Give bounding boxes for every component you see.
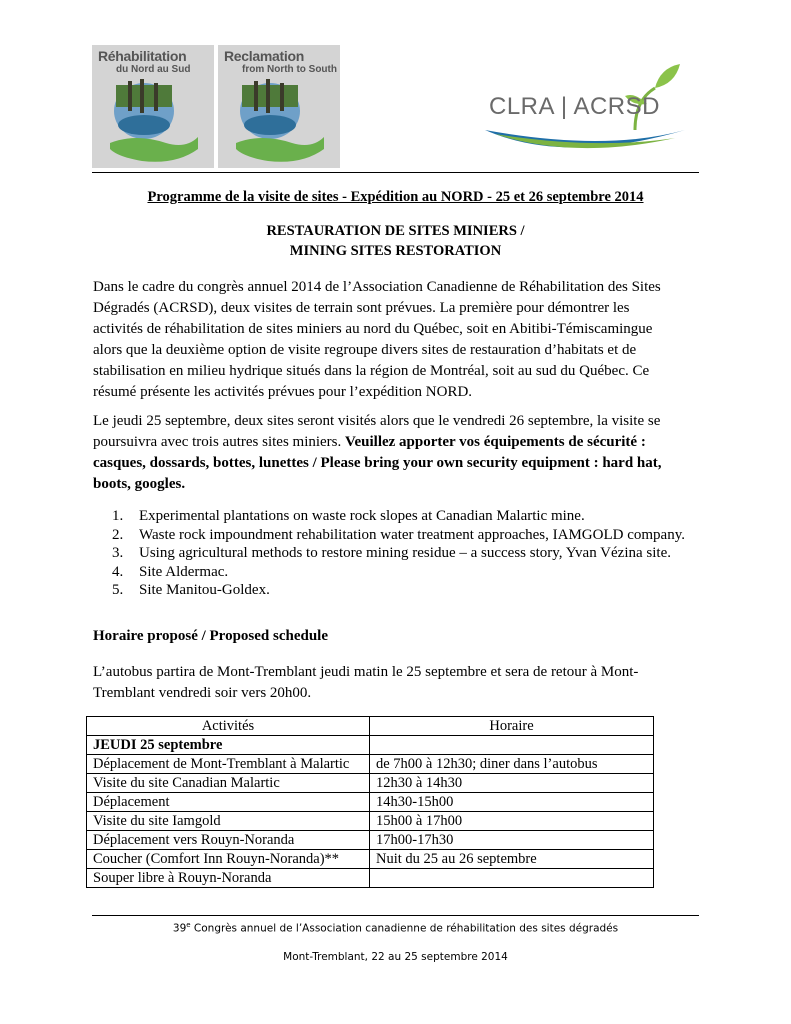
paragraph-line: activités de réhabilitation de sites miniers au nord du Québec, soit en Abitibi-Témiscamingue [93, 321, 653, 337]
paragraph-text: poursuivra avec trois autres sites miniers. [93, 434, 346, 450]
subtitle-line: RESTAURATION DE SITES MINIERS / [266, 223, 525, 239]
list-item: 5. Site Manitou-Goldex. [112, 582, 270, 598]
table-cell: 15h00 à 17h00 [370, 812, 654, 831]
logo-subtitle: du Nord au Sud [116, 64, 191, 75]
table-cell: 14h30-15h00 [370, 793, 654, 812]
sites-list [112, 507, 700, 600]
list-item: 3. Using agricultural methods to restore mining residue – a success story, Yvan Vézina site. [112, 545, 671, 561]
table-cell: Nuit du 25 au 26 septembre [370, 850, 654, 869]
table-row [87, 850, 654, 869]
paragraph-line: Le jeudi 25 septembre, deux sites seront visités alors que le vendredi 26 septembre, la visite se [93, 413, 661, 429]
paragraph-line [93, 432, 698, 453]
schedule-table [86, 716, 654, 888]
table-cell: Déplacement [87, 793, 370, 812]
schedule-heading: Horaire proposé / Proposed schedule [93, 628, 329, 644]
table-cell [370, 869, 654, 888]
table-cell [370, 736, 654, 755]
paragraph-line: alors que la deuxième option de visite regroupe divers sites de restauration d’habitats et de [93, 342, 637, 358]
list-item: 2. Waste rock impoundment rehabilitation water treatment approaches, IAMGOLD company. [112, 526, 685, 543]
table-row [87, 793, 654, 812]
table-cell: Déplacement vers Rouyn-Noranda [87, 831, 370, 850]
table-cell: de 7h00 à 12h30; diner dans l’autobus [370, 755, 654, 774]
footer-divider [92, 915, 699, 916]
logo-subtitle: from North to South [242, 64, 337, 75]
rehabilitation-logo [92, 45, 214, 168]
column-header: Horaire [370, 717, 654, 736]
table-row [87, 736, 654, 755]
visits-paragraph [93, 411, 698, 495]
logo-text: CLRA | ACRSD [489, 93, 660, 120]
logo-title: Réhabilitation [98, 48, 187, 64]
list-item: 1. Experimental plantations on waste rock slopes at Canadian Malartic mine. [112, 508, 585, 524]
paragraph-line: stabilisation en milieu hydrique situés dans la région de Montréal, soit au sud du Québec. Ce [93, 363, 650, 379]
safety-notice: Veuillez apporter vos équipements de sécurité : [345, 434, 646, 450]
table-header-row [87, 717, 654, 736]
table-cell: Souper libre à Rouyn-Noranda [87, 869, 370, 888]
clra-acrsd-logo [485, 60, 695, 165]
reclamation-logo [218, 45, 340, 168]
logo-title: Reclamation [224, 48, 304, 64]
header-divider [92, 172, 699, 173]
day-label: JEUDI 25 septembre [87, 736, 370, 755]
safety-notice: boots, googles. [93, 476, 186, 492]
subtitle-line: MINING SITES RESTORATION [289, 243, 502, 259]
table-row [87, 869, 654, 888]
column-header: Activités [87, 717, 370, 736]
paragraph-line: Dans le cadre du congrès annuel 2014 de l’Association Canadienne de Réhabilitation des Sites [93, 279, 661, 295]
section-subtitle [0, 221, 791, 261]
paragraph-line: L’autobus partira de Mont-Tremblant jeudi matin le 25 septembre et sera de retour à Mont- [93, 664, 639, 680]
landscape-hand-icon [232, 77, 327, 165]
table-row [87, 812, 654, 831]
paragraph-line: Dégradés (ACRSD), deux visites de terrain sont prévues. La première pour démontrer les [93, 300, 630, 316]
bus-note [93, 662, 698, 704]
table-cell: Visite du site Iamgold [87, 812, 370, 831]
table-cell: 17h00-17h30 [370, 831, 654, 850]
table-cell: 12h30 à 14h30 [370, 774, 654, 793]
paragraph-line: résumé présente les activités prévues pour l’expédition NORD. [93, 384, 473, 400]
table-cell: Coucher (Comfort Inn Rouyn-Noranda)** [87, 850, 370, 869]
footer-location: Mont-Tremblant, 22 au 25 septembre 2014 [283, 951, 508, 963]
paragraph-line: Tremblant vendredi soir vers 20h00. [93, 685, 312, 701]
footer-congress: 39e Congrès annuel de l’Association canadienne de réhabilitation des sites dégradés [172, 921, 619, 935]
table-row [87, 755, 654, 774]
safety-notice: casques, dossards, bottes, lunettes / Please bring your own security equipment : hard hat, [93, 455, 662, 471]
table-cell: Visite du site Canadian Malartic [87, 774, 370, 793]
landscape-hand-icon [106, 77, 201, 165]
table-cell: Déplacement de Mont-Tremblant à Malartic [87, 755, 370, 774]
list-item: 4. Site Aldermac. [112, 563, 229, 580]
table-row [87, 831, 654, 850]
intro-paragraph [93, 277, 698, 403]
table-row [87, 774, 654, 793]
document-title: Programme de la visite de sites - Expédition au NORD - 25 et 26 septembre 2014 [147, 189, 644, 205]
